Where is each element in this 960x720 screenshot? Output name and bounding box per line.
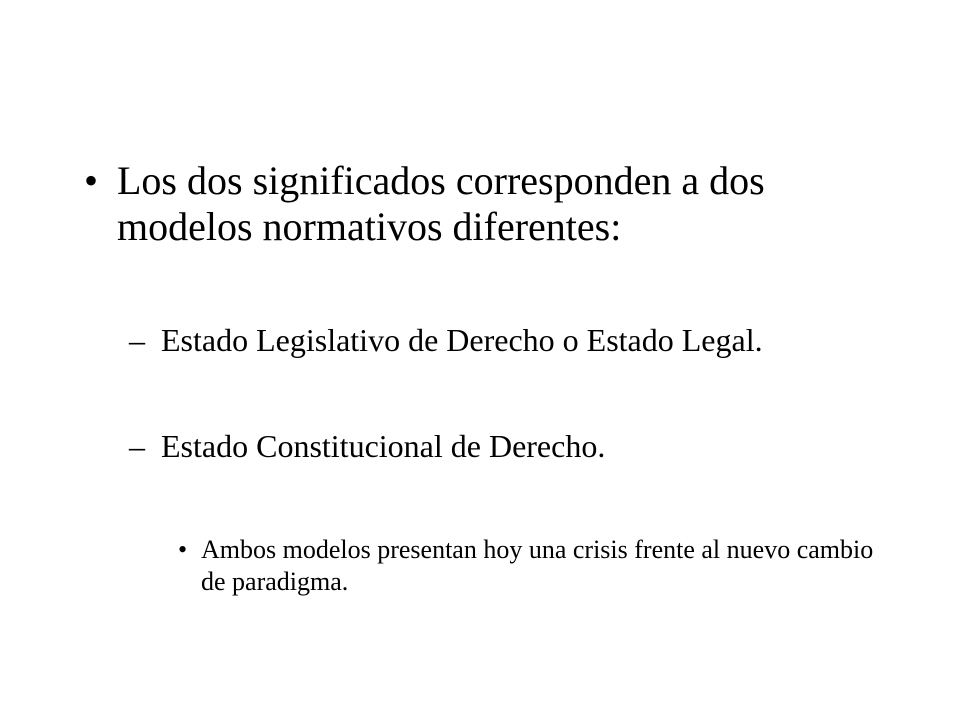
dash-marker: – [129,322,145,358]
sub-bullet-text: Estado Constitucional de Derecho. [161,428,606,464]
bullet-marker: • [178,535,188,564]
main-bullet-text: Los dos significados corresponden a dos modelos normativos diferentes: [117,158,765,249]
sub-bullet-text: Estado Legislativo de Derecho o Estado Legal. [161,322,763,358]
main-bullet-item [84,158,864,250]
sub-sub-bullet-item [178,534,878,598]
bullet-marker: • [84,158,99,203]
sub-bullet-item-constitutional-state [129,427,909,465]
dash-marker: – [129,428,145,464]
sub-bullet-item-legislative-state [129,321,909,359]
sub-sub-bullet-text: Ambos modelos presentan hoy una crisis frente al nuevo cambio de paradigma. [201,535,874,596]
